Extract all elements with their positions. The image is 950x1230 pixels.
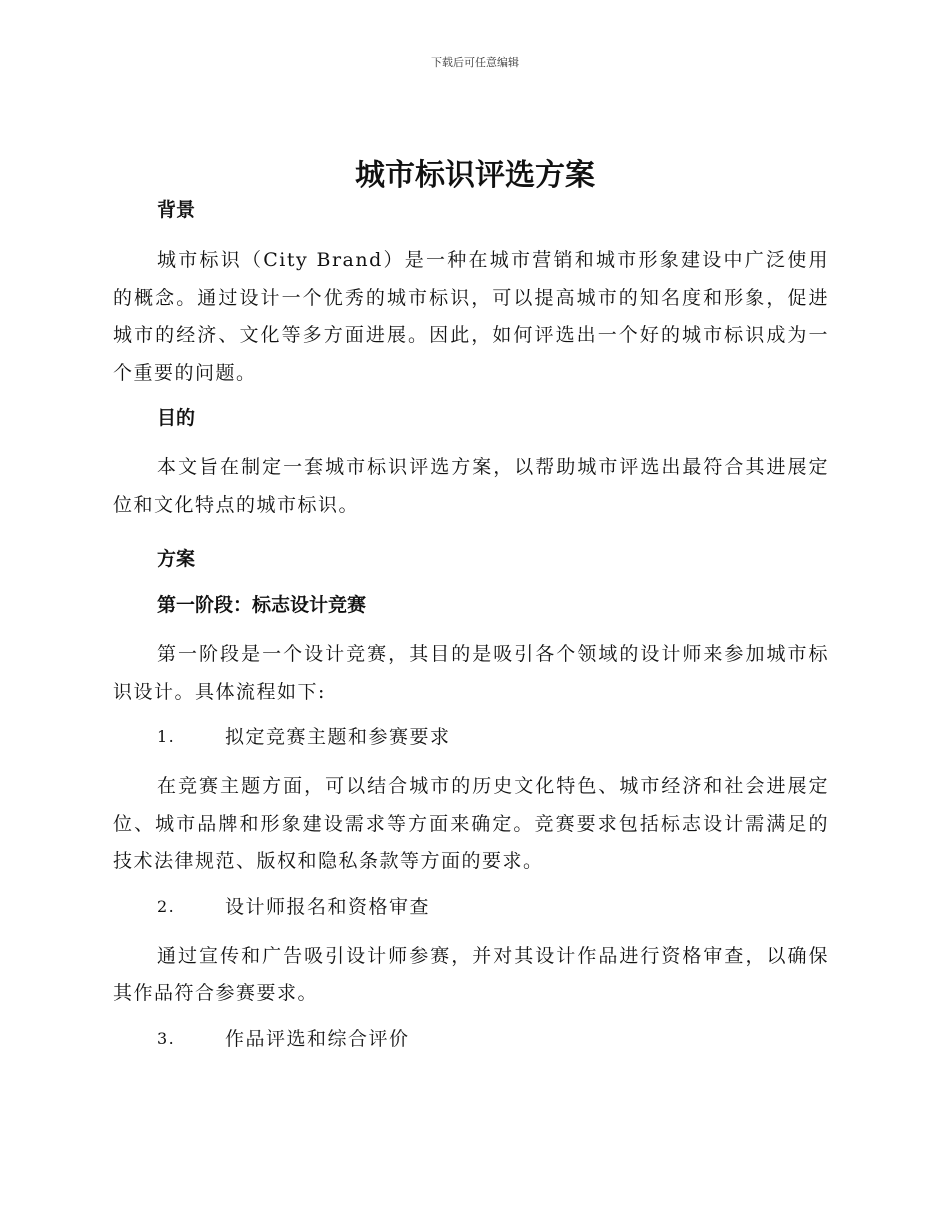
background-paragraph: 城市标识（City Brand）是一种在城市营销和城市形象建设中广泛使用的概念。通过设计一个优秀的城市标识，可以提高城市的知名度和形象，促进城市的经济、文化等多方面进展。因此，如何评选出一个好的城市标识成为一个重要的问题。	[113, 249, 829, 384]
stage1-intro-paragraph: 第一阶段是一个设计竞赛，其目的是吸引各个领域的设计师来参加城市标识设计。具体流程如下:	[113, 643, 829, 703]
list-item	[113, 723, 829, 751]
purpose-paragraph: 本文旨在制定一套城市标识评选方案，以帮助城市评选出最符合其进展定位和文化特点的城市标识。	[113, 456, 829, 516]
list-label: 设计师报名和资格审查	[225, 895, 431, 918]
header-note: 下载后可任意编辑	[431, 56, 519, 69]
document-body	[113, 196, 829, 1053]
section-heading-purpose: 目的	[157, 407, 196, 429]
section-heading-stage1: 第一阶段：标志设计竞赛	[157, 594, 367, 616]
list-item-paragraph: 通过宣传和广告吸引设计师参赛，并对其设计作品进行资格审查，以确保其作品符合参赛要求。	[113, 944, 829, 1004]
list-label: 作品评选和综合评价	[225, 1027, 410, 1050]
list-item	[113, 1025, 829, 1053]
section-heading-plan: 方案	[157, 548, 196, 570]
list-number: 2.	[157, 896, 176, 916]
list-number: 3.	[157, 1028, 176, 1048]
list-number: 1.	[157, 727, 176, 746]
list-item-paragraph: 在竞赛主题方面，可以结合城市的历史文化特色、城市经济和社会进展定位、城市品牌和形象建设需求等方面来确定。竞赛要求包括标志设计需满足的技术法律规范、版权和隐私条款等方面的要求。	[113, 775, 829, 872]
page-title: 城市标识评选方案	[355, 158, 595, 193]
list-item	[113, 893, 829, 921]
list-label: 拟定竞赛主题和参赛要求	[225, 726, 451, 748]
section-heading-background: 背景	[157, 199, 196, 221]
